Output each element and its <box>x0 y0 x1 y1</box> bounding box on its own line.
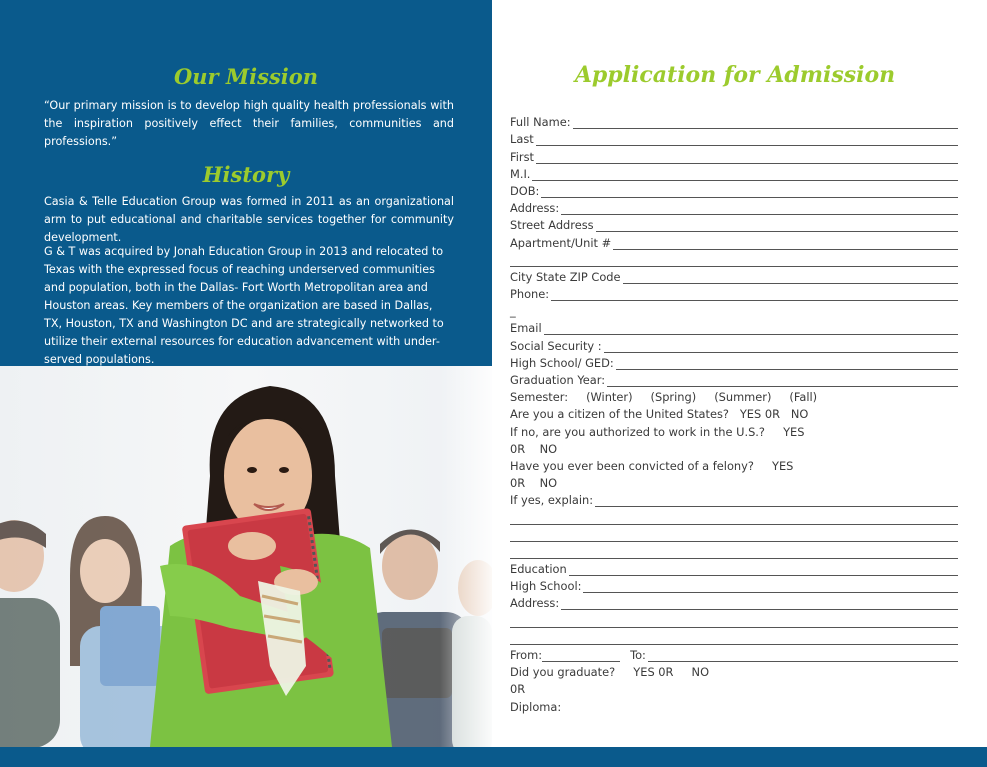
from-label: From: <box>510 648 543 662</box>
middle-initial-field[interactable] <box>510 164 958 181</box>
bottom-bar <box>0 747 987 767</box>
to-label: To: <box>630 648 646 662</box>
education-field[interactable] <box>510 559 958 576</box>
high-school-field[interactable] <box>510 576 958 593</box>
graduation-year-field[interactable] <box>510 370 958 387</box>
semester-option-summer[interactable]: (Summer) <box>714 390 772 405</box>
email-label: Email <box>510 321 542 336</box>
application-form <box>510 112 958 714</box>
blank-line[interactable] <box>510 250 958 267</box>
full-name-label: Full Name: <box>510 115 571 130</box>
work-authorization-question[interactable]: If no, are you authorized to work in the U.S.? YES <box>510 424 805 439</box>
blank-line[interactable] <box>510 542 958 559</box>
history-paragraph-2: G & T was acquired by Jonah Education Group in 2013 and relocated to Texas with the expressed focus of reaching underserved communities and population, both in the Dallas- Fort Worth Metropolitan area and Houston areas. Key members of the organization are based in Dallas, TX, Houston, TX and Washington DC and are strategically networked to utilize their external resources for education advancement with under-served populations. <box>44 245 444 366</box>
semester-option-fall[interactable]: (Fall) <box>789 390 818 405</box>
left-info-panel <box>0 0 492 366</box>
dob-field[interactable] <box>510 181 958 198</box>
application-title: Application for Admission <box>574 62 896 88</box>
blank-line[interactable] <box>510 628 958 645</box>
from-to-field[interactable] <box>510 645 958 662</box>
city-state-zip-label: City State ZIP Code <box>510 269 621 284</box>
felony-question[interactable]: Have you ever been convicted of a felony? YES <box>510 458 794 473</box>
diploma-field[interactable] <box>510 696 958 713</box>
felony-answer[interactable]: 0R NO <box>510 476 558 491</box>
city-state-zip-field[interactable] <box>510 267 958 284</box>
social-security-field[interactable] <box>510 335 958 352</box>
school-address-label: Address: <box>510 596 560 611</box>
first-name-field[interactable] <box>510 146 958 163</box>
phone-field[interactable] <box>510 284 958 301</box>
graduate-question[interactable]: Did you graduate? YES 0R NO <box>510 665 710 680</box>
dob-label: DOB: <box>510 183 540 198</box>
last-name-label: Last <box>510 132 534 147</box>
dash-text: _ <box>510 304 516 319</box>
graduation-year-label: Graduation Year: <box>510 373 606 387</box>
explain-label: If yes, explain: <box>510 493 594 508</box>
mission-heading: Our Mission <box>173 64 319 89</box>
blank-line[interactable] <box>510 507 958 524</box>
education-label: Education <box>510 562 567 577</box>
student-group-photo <box>0 366 492 747</box>
phone-label: Phone: <box>510 287 550 302</box>
diploma-label: Diploma: <box>510 699 562 714</box>
mission-text: “Our primary mission is to develop high quality health professionals with the inspiration positively effect their families, communities and professions.” <box>44 99 454 148</box>
history-paragraph-1: Casia & Telle Education Group was formed in 2011 as an organizational arm to put educational and charitable services together for community development. <box>44 195 454 244</box>
last-name-field[interactable] <box>510 129 958 146</box>
address-label: Address: <box>510 201 560 216</box>
middle-initial-label: M.I. <box>510 166 531 181</box>
semester-options <box>510 387 958 404</box>
to-input-line[interactable] <box>648 650 958 662</box>
citizen-question[interactable]: Are you a citizen of the United States? YES 0R NO <box>510 407 809 422</box>
social-security-label: Social Security : <box>510 338 602 353</box>
apartment-label: Apartment/Unit # <box>510 235 612 250</box>
blank-line[interactable] <box>510 610 958 627</box>
explain-field[interactable] <box>510 490 958 507</box>
semester-option-spring[interactable]: (Spring) <box>650 390 697 405</box>
high-school-ged-field[interactable] <box>510 353 958 370</box>
blank-line[interactable] <box>510 525 958 542</box>
history-heading: History <box>202 162 290 187</box>
from-input-line[interactable] <box>542 650 620 662</box>
apartment-field[interactable] <box>510 232 958 249</box>
high-school-label: High School: <box>510 579 582 594</box>
street-address-field[interactable] <box>510 215 958 232</box>
full-name-field[interactable] <box>510 112 958 129</box>
street-address-label: Street Address <box>510 218 594 233</box>
address-field[interactable] <box>510 198 958 215</box>
email-field[interactable] <box>510 318 958 335</box>
high-school-ged-label: High School/ GED: <box>510 355 614 370</box>
semester-option-winter[interactable]: (Winter) <box>586 390 633 405</box>
or-text: 0R <box>510 682 526 697</box>
work-authorization-answer[interactable]: 0R NO <box>510 441 558 456</box>
first-name-label: First <box>510 149 534 164</box>
semester-label: Semester: <box>510 390 569 405</box>
school-address-field[interactable] <box>510 593 958 610</box>
